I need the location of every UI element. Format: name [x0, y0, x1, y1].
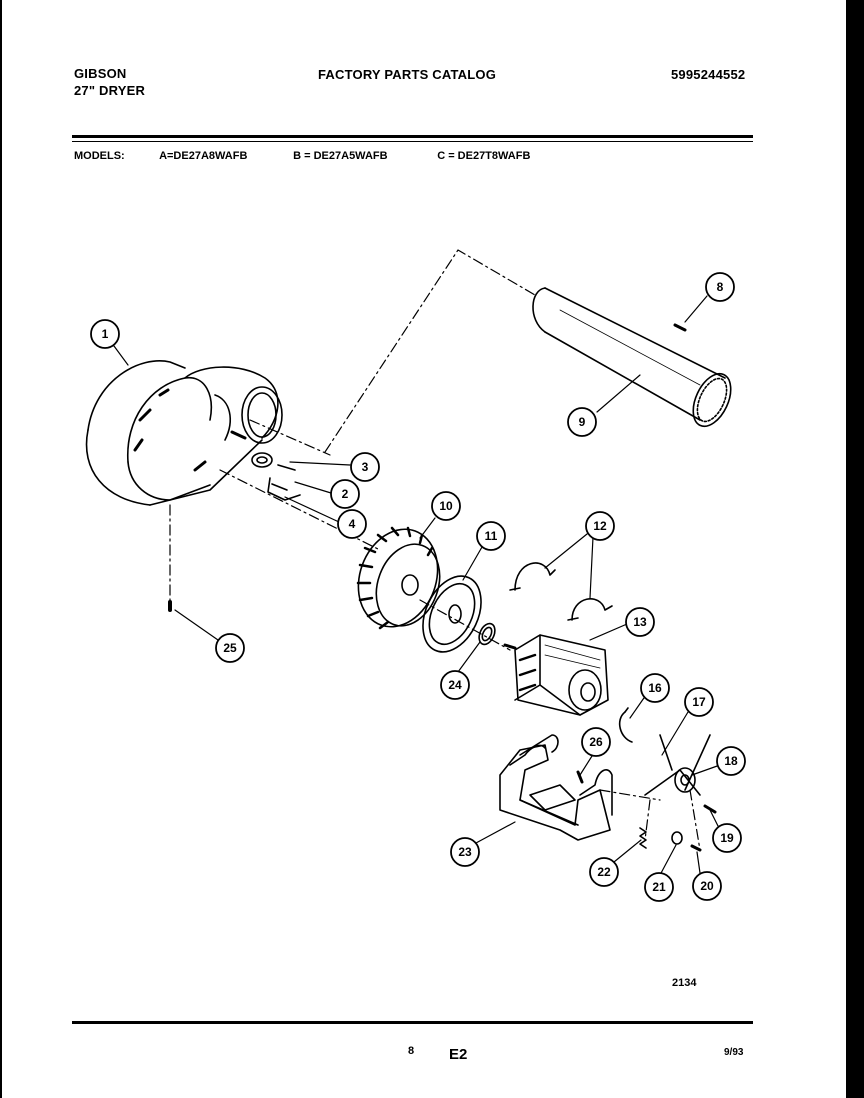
section-code: E2 [449, 1046, 468, 1063]
drive-motor [505, 635, 608, 715]
models-label: MODELS: [74, 150, 125, 162]
callout-12: 12 [593, 519, 607, 533]
belt-clip [620, 708, 632, 742]
callout-26: 26 [589, 735, 603, 749]
revision-date: 9/93 [724, 1047, 744, 1058]
footer-rule [72, 1021, 753, 1024]
blower-housing [87, 361, 282, 505]
callout-22: 22 [597, 865, 611, 879]
leader-lines [114, 296, 720, 875]
idler-assembly [645, 735, 710, 795]
callout-24: 24 [448, 678, 462, 692]
blower-seal [412, 567, 493, 661]
callout-21: 21 [652, 880, 666, 894]
callout-1: 1 [101, 327, 109, 341]
model-b: B = DE27A5WAFB [293, 150, 388, 162]
catalog-title: FACTORY PARTS CATALOG [318, 67, 497, 82]
callout-16: 16 [648, 681, 662, 695]
callout-8: 8 [716, 280, 724, 294]
vent-clamp [252, 453, 295, 470]
callout-23: 23 [458, 845, 472, 859]
callout-11: 11 [484, 529, 498, 543]
blower-wheel [345, 518, 451, 638]
heater-duct [533, 288, 738, 432]
callout-3: 3 [361, 460, 369, 474]
page-number: 8 [408, 1045, 415, 1057]
product-type: 27" DRYER [74, 83, 146, 98]
callout-4: 4 [348, 517, 356, 531]
callout-13: 13 [633, 615, 647, 629]
callout-25: 25 [223, 641, 237, 655]
diagram-code: 2134 [672, 977, 697, 989]
callout-10: 10 [439, 499, 453, 513]
idler-hardware [640, 806, 715, 850]
brand-name: GIBSON [74, 66, 127, 81]
assembly-lines [170, 250, 700, 850]
callout-18: 18 [724, 754, 738, 768]
model-c: C = DE27T8WAFB [437, 150, 531, 162]
callout-2: 2 [341, 487, 349, 501]
callout-17: 17 [692, 695, 706, 709]
mounting-bracket [268, 478, 300, 500]
callout-19: 19 [720, 831, 734, 845]
model-a: A=DE27A8WAFB [159, 150, 248, 162]
callout-20: 20 [700, 879, 714, 893]
catalog-number: 5995244552 [671, 67, 746, 82]
callout-labels [102, 280, 738, 894]
housing-screw [232, 432, 245, 438]
motor-clamps [510, 563, 612, 620]
callout-9: 9 [578, 415, 586, 429]
